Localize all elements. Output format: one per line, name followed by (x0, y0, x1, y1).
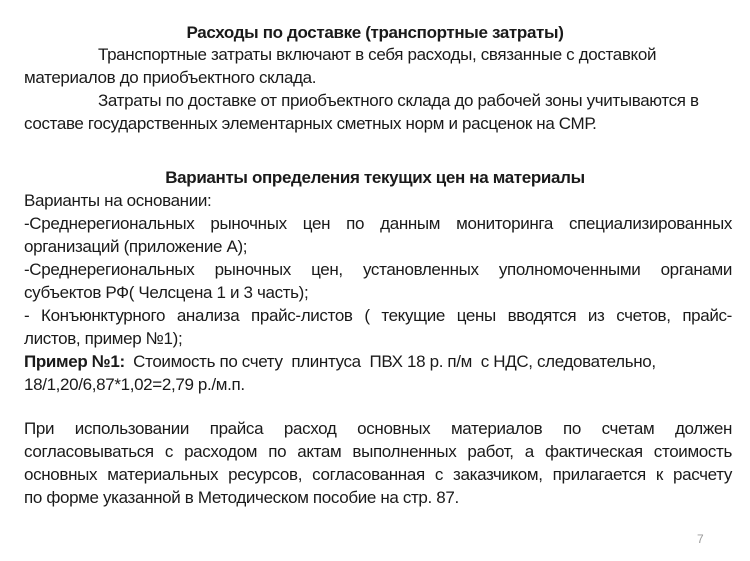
list-item-2-line1: -Среднерегиональных рыночных цен, установленных уполномоченными органами (24, 260, 732, 279)
list-item-1-line1: -Среднерегиональных рыночных цен по данным мониторинга специализированных (24, 214, 732, 233)
closing-paragraph-line1: При использовании прайса расход основных материалов по счетам должен (24, 419, 732, 438)
example-line (24, 351, 732, 373)
example-label: Пример №1: (24, 352, 125, 371)
paragraph-transport-costs-line2: материалов до приобъектного склада. (24, 68, 317, 87)
section-title-delivery-costs: Расходы по доставке (транспортные затраты) (186, 23, 564, 42)
paragraph-transport-costs-line1: Транспортные затраты включают в себя расходы, связанные с доставкой (98, 45, 657, 64)
closing-paragraph-line3: основных материальных ресурсов, согласованная с заказчиком, прилагается к расчету (24, 465, 732, 484)
paragraph-delivery-costs-line2: составе государственных элементарных сметных норм и расценок на СМР. (24, 114, 597, 133)
paragraph-delivery-costs-line1: Затраты по доставке от приобъектного склада до рабочей зоны учитываются в (98, 91, 699, 110)
example-text: Стоимость по счету плинтуса ПВХ 18 р. п/м с НДС, следовательно, (133, 352, 656, 371)
list-item-3-line1: - Конъюнктурного анализа прайс-листов ( текущие цены вводятся из счетов, прайс- (24, 306, 732, 325)
section-title-price-options: Варианты определения текущих цен на материалы (165, 168, 585, 187)
list-item-3-line2: листов, пример №1); (24, 329, 183, 348)
example-formula: 18/1,20/6,87*1,02=2,79 р./м.п. (24, 375, 245, 394)
options-intro: Варианты на основании: (24, 191, 212, 210)
closing-paragraph-line2: согласовываться с расходом по актам выполненных работ, а фактическая стоимость (24, 442, 732, 461)
list-item-1-line2: организаций (приложение А); (24, 237, 248, 256)
list-item-2-line2: субъектов РФ( Челсцена 1 и 3 часть); (24, 283, 309, 302)
closing-paragraph-line4: по форме указанной в Методическом пособие на стр. 87. (24, 488, 459, 507)
page-number: 7 (697, 532, 704, 546)
